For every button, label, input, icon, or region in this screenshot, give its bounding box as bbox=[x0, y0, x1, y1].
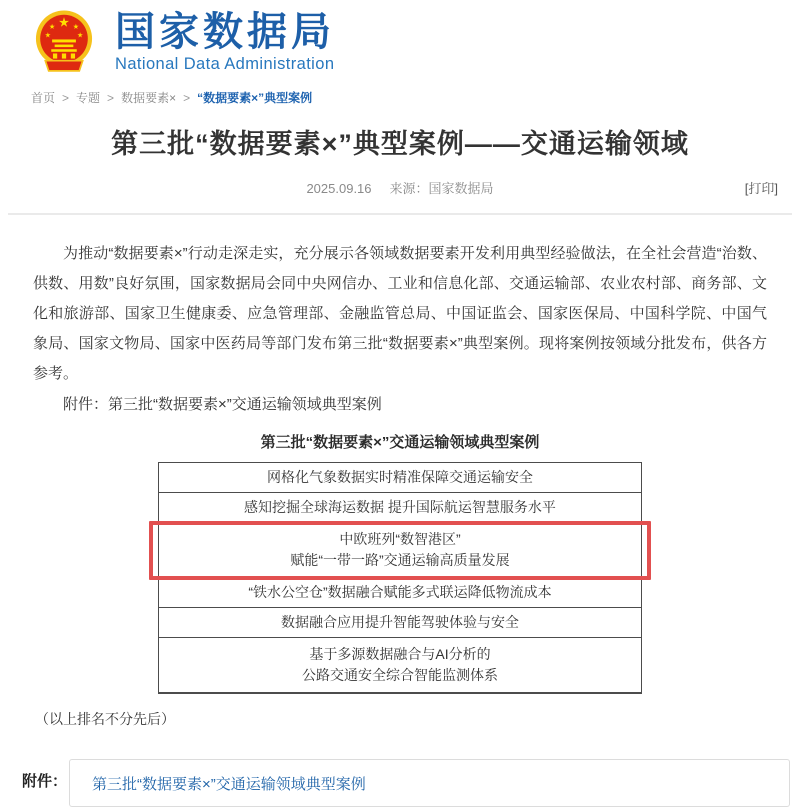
article-meta bbox=[0, 178, 800, 196]
site-title: 国家数据局 bbox=[115, 10, 335, 54]
case-table bbox=[158, 462, 642, 694]
breadcrumb-item[interactable]: 首页 bbox=[31, 91, 56, 105]
article-source: 来源：国家数据局 bbox=[389, 181, 494, 196]
case-row-line: 公路交通安全综合智能监测体系 bbox=[302, 667, 498, 683]
national-emblem-icon bbox=[25, 8, 103, 76]
case-row-line: 赋能“一带一路”交通运输高质量发展 bbox=[290, 552, 510, 568]
ranking-footnote: （以上排名不分先后） bbox=[35, 711, 175, 727]
divider bbox=[8, 213, 792, 215]
attachment-section bbox=[22, 759, 790, 807]
case-row bbox=[159, 463, 641, 493]
case-row bbox=[159, 578, 641, 608]
page-title: 第三批“数据要素×”典型案例——交通运输领域 bbox=[111, 129, 689, 159]
breadcrumb bbox=[31, 90, 800, 106]
breadcrumb-item[interactable]: 专题 bbox=[76, 91, 101, 105]
case-row bbox=[159, 638, 641, 693]
site-subtitle: National Data Administration bbox=[115, 55, 335, 73]
case-row-line: 网格化气象数据实时精准保障交通运输安全 bbox=[267, 469, 533, 485]
case-row bbox=[159, 608, 641, 638]
article-paragraph: 为推动“数据要素×”行动走深走实，充分展示各领域数据要素开发利用典型经验做法，在全社会营造“治数、供数、用数”良好氛围，国家数据局会同中央网信办、工业和信息化部、交通运输部、农业农村部、商务部、文化和旅游部、国家卫生健康委、应急管理部、金融监管总局、中国证监会、国家医保局、中国科学院、中国气象局、国家文物局、国家中医药局等部门发布第三批“数据要素×”典型案例。现将案例按领域分批发布，供各方参考。 bbox=[33, 245, 767, 382]
attachment-label: 附件： bbox=[22, 773, 68, 790]
case-table-title: 第三批“数据要素×”交通运输领域典型案例 bbox=[260, 434, 540, 451]
breadcrumb-separator: > bbox=[183, 91, 191, 105]
site-header bbox=[0, 0, 800, 106]
case-row-line: “铁水公空仓”数据融合赋能多式联运降低物流成本 bbox=[248, 584, 552, 600]
attachment-note: 附件：第三批“数据要素×”交通运输领域典型案例 bbox=[63, 396, 382, 413]
attachment-link[interactable]: 第三批“数据要素×”交通运输领域典型案例 bbox=[92, 775, 366, 793]
article-date: 2025.09.16 bbox=[306, 181, 372, 196]
case-row-line: 基于多源数据融合与AI分析的 bbox=[309, 646, 491, 662]
breadcrumb-separator: > bbox=[107, 91, 115, 105]
breadcrumb-item[interactable]: “数据要素×”典型案例 bbox=[197, 91, 313, 105]
case-row-line: 中欧班列“数智港区” bbox=[339, 531, 461, 547]
breadcrumb-item[interactable]: 数据要素× bbox=[121, 91, 177, 105]
case-row-line: 感知挖掘全球海运数据 提升国际航运智慧服务水平 bbox=[244, 499, 556, 515]
site-logo[interactable] bbox=[25, 8, 800, 76]
attachment-box bbox=[69, 759, 790, 807]
case-row bbox=[159, 493, 641, 523]
case-row bbox=[159, 523, 641, 578]
print-button[interactable]: [打印] bbox=[744, 181, 778, 196]
breadcrumb-separator: > bbox=[62, 91, 70, 105]
article-body bbox=[0, 239, 800, 729]
case-row-line: 数据融合应用提升智能驾驶体验与安全 bbox=[281, 614, 519, 630]
